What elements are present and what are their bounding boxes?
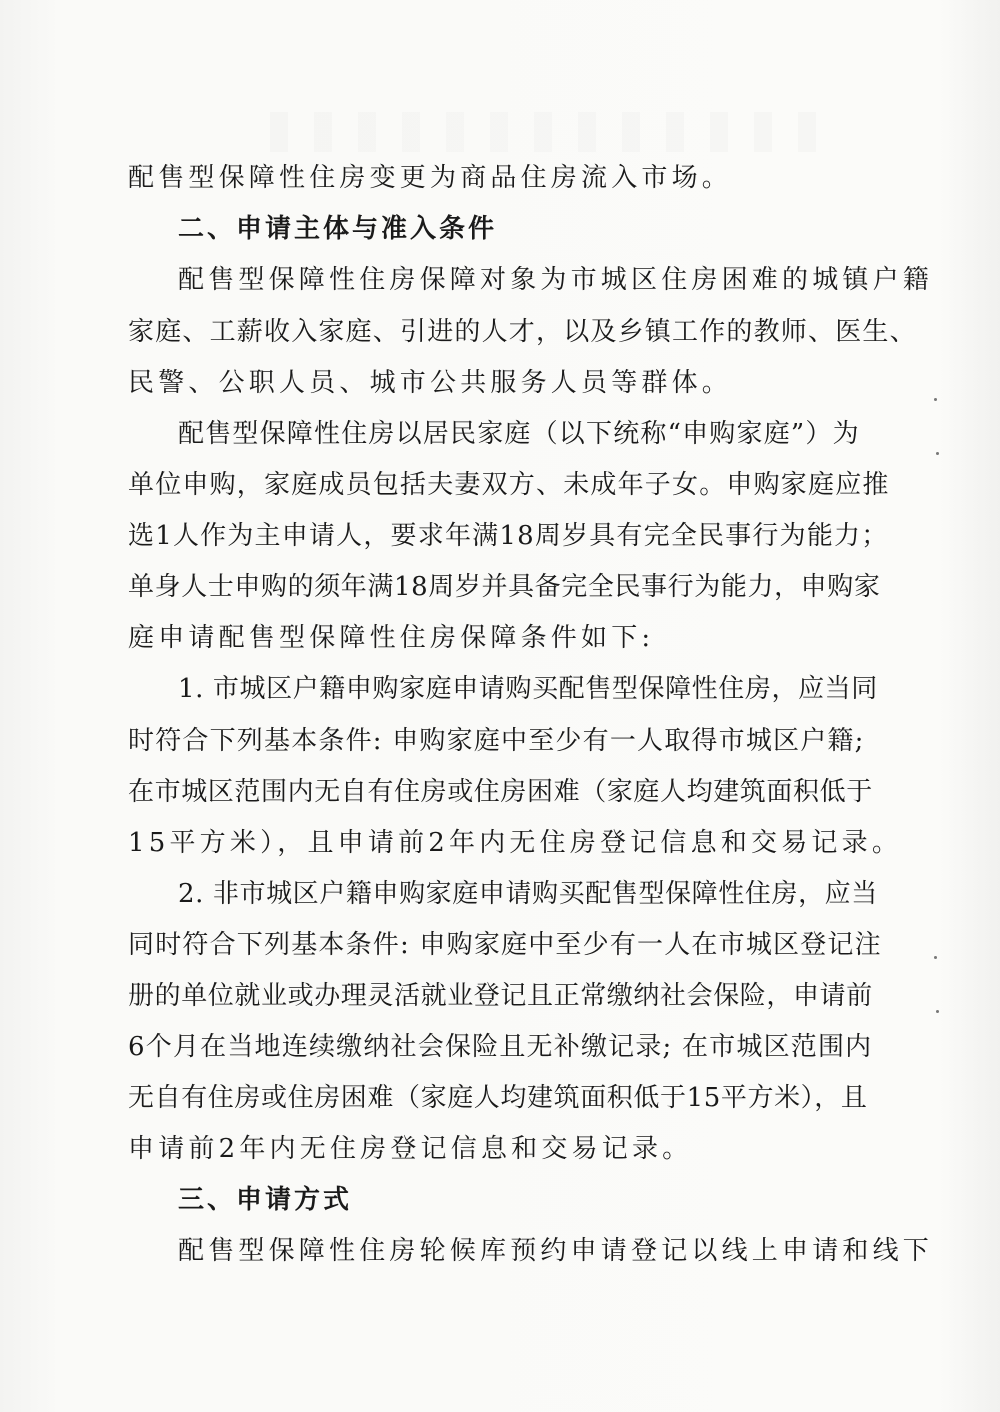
text-line: 单位申购，家庭成员包括夫妻双方、未成年子女。申购家庭应推 [128, 470, 890, 500]
scan-speck [936, 452, 939, 455]
paragraph-start: 配售型保障性住房以居民家庭（以下统称“申购家庭”）为 [178, 419, 860, 449]
text-line: 民警、公职人员、城市公共服务人员等群体。 [128, 368, 733, 398]
list-item-2: 2. 非市城区户籍申购家庭申请购买配售型保障性住房，应当 [178, 879, 878, 909]
scan-speck [936, 1010, 939, 1013]
list-item-1: 1. 市城区户籍申购家庭申请购买配售型保障性住房，应当同 [178, 674, 878, 704]
scan-speck [934, 956, 937, 959]
text-line: 无自有住房或住房困难（家庭人均建筑面积低于15平方米），且 [128, 1083, 868, 1113]
text-line: 庭申请配售型保障性住房保障条件如下: [128, 623, 655, 653]
text-line: 配售型保障性住房变更为商品住房流入市场。 [128, 163, 733, 193]
text-line: 同时符合下列基本条件: 申购家庭中至少有一人在市城区登记注 [128, 930, 882, 960]
text-line: 15平方米），且申请前2年内无住房登记信息和交易记录。 [128, 828, 903, 858]
text-line: 申请前2年内无住房登记信息和交易记录。 [128, 1134, 693, 1164]
paragraph-start: 配售型保障性住房保障对象为市城区住房困难的城镇户籍 [178, 265, 934, 295]
text-line: 选1人作为主申请人，要求年满18周岁具有完全民事行为能力； [128, 521, 889, 551]
paragraph-start: 配售型保障性住房轮候库预约申请登记以线上申请和线下 [178, 1236, 934, 1266]
text-line: 时符合下列基本条件: 申购家庭中至少有一人取得市城区户籍; [128, 726, 865, 756]
scan-speck [934, 398, 937, 401]
text-line: 家庭、工薪收入家庭、引进的人才，以及乡镇工作的教师、医生、 [128, 317, 917, 347]
section-heading: 三、申请方式 [178, 1185, 353, 1215]
bleed-through-shadow [270, 112, 830, 152]
text-line: 在市城区范围内无自有住房或住房困难（家庭人均建筑面积低于 [128, 777, 873, 807]
text-line: 6个月在当地连续缴纳社会保险且无补缴记录; 在市城区范围内 [128, 1032, 873, 1062]
text-line: 单身人士申购的须年满18周岁并具备完全民事行为能力，申购家 [128, 572, 881, 602]
text-line: 册的单位就业或办理灵活就业登记且正常缴纳社会保险，申请前 [128, 981, 873, 1011]
section-heading: 二、申请主体与准入条件 [178, 214, 498, 244]
